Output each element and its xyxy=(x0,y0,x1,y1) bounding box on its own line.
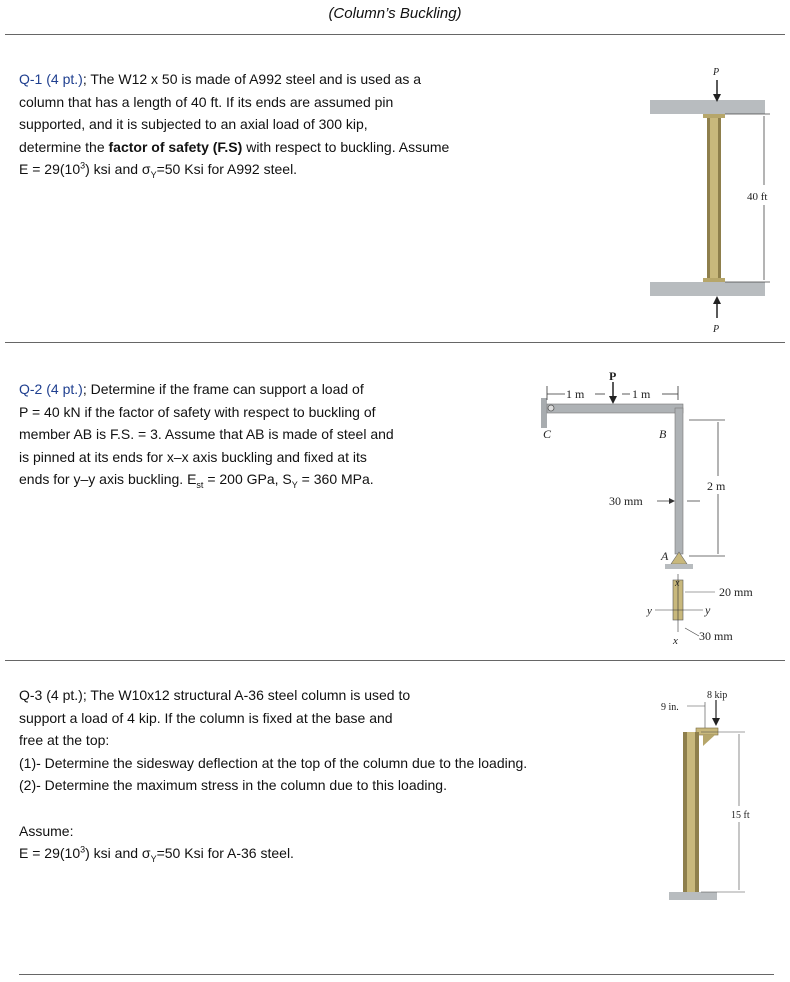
q2-line-2: P = 40 kN if the factor of safety with respect to buckling of xyxy=(19,403,376,420)
q1-label-p-top: P xyxy=(713,67,720,78)
q1-bottom-support xyxy=(650,282,765,296)
q2-points: (4 pt.) xyxy=(46,381,83,397)
q2-id: Q-2 xyxy=(19,381,43,397)
q2-line-3: member AB is F.S. = 3. Assume that AB is made of steel and xyxy=(19,426,394,443)
q2-load-label: P xyxy=(609,369,617,383)
q2-sec-y-right: y xyxy=(705,603,711,617)
top-divider xyxy=(5,34,785,35)
q1-line-2: column that has a length of 40 ft. If its ends are assumed pin xyxy=(19,93,394,110)
q1-top-support xyxy=(650,100,765,114)
q2-width-label: 30 mm xyxy=(609,494,643,508)
q1-emphasis: factor of safety (F.S) xyxy=(108,138,243,155)
q2-dim1-label: 1 m xyxy=(566,387,585,401)
q3-points: (4 pt.) xyxy=(46,687,83,703)
q2-label-a: A xyxy=(661,549,669,563)
q3-load-label: 8 kip xyxy=(707,690,728,701)
q1-figure xyxy=(645,60,785,340)
q1-id: Q-1 xyxy=(19,71,43,87)
page-title: (Column’s Buckling) xyxy=(328,5,462,22)
q3-length-label: 15 ft xyxy=(731,810,750,821)
q1-text xyxy=(19,68,449,181)
q2-sec-x-bottom: x xyxy=(673,635,678,647)
q3-line-2: support a load of 4 kip. If the column is fixed at the base and xyxy=(19,709,393,726)
q3-offset-label: 9 in. xyxy=(661,702,679,713)
q2-beam-cb xyxy=(547,404,683,413)
q3-base xyxy=(669,892,717,900)
bottom-divider xyxy=(19,974,774,975)
q3-figure xyxy=(645,680,785,910)
q2-sec-w-label: 20 mm xyxy=(719,585,753,599)
divider-2 xyxy=(5,660,785,661)
q2-pin-support xyxy=(671,552,687,564)
q1-line-1: ; The W12 x 50 is made of A992 steel and is used as a xyxy=(82,71,422,87)
q2-figure xyxy=(525,360,785,650)
q2-line-1: ; Determine if the frame can support a load of xyxy=(82,381,364,397)
q2-wall xyxy=(541,398,547,428)
q2-member-ab xyxy=(675,408,683,554)
q2-sec-y-left: y xyxy=(647,605,652,617)
q2-text xyxy=(19,378,394,491)
q2-line-4: is pinned at its ends for x–x axis buckling and fixed at its xyxy=(19,448,367,465)
q2-label-c: C xyxy=(543,427,552,441)
q1-line-5: $E = 29(10^3)$ ksi and $\sigma_Y=50$ Ksi for A992 steel. xyxy=(19,160,298,181)
q1-line-4: determine the factor of safety (F.S) with respect to buckling. Assume xyxy=(19,138,450,155)
q1-length-label: 40 ft xyxy=(747,191,768,203)
q2-sec-x-top: x xyxy=(675,578,680,589)
q3-line-3: free at the top: xyxy=(19,732,110,749)
q2-label-b: B xyxy=(659,427,667,441)
q2-sec-h-label: 30 mm xyxy=(699,629,733,643)
q1-line-3: supported, and it is subjected to an axial load of 300 kip, xyxy=(19,116,368,133)
divider-1 xyxy=(5,342,785,343)
q1-points: (4 pt.) xyxy=(46,71,83,87)
q1-label-p-bottom: P xyxy=(713,324,720,335)
q3-bracket xyxy=(696,728,718,735)
q2-line-5: ends for y–y axis buckling. $E_{st} = 200$ GPa, $S_Y = 360$ MPa. xyxy=(19,471,374,491)
q3-assume: Assume: xyxy=(19,822,74,839)
q3-text xyxy=(19,684,527,865)
q3-line-7: $E = 29(10^3)$ ksi and $\sigma_Y=50$ Ksi for A-36 steel. xyxy=(19,844,294,864)
q3-line-1: ; The W10x12 structural A-36 steel column is used to xyxy=(82,687,411,703)
q3-line-5: (2)- Determine the maximum stress in the column due to this loading. xyxy=(19,777,447,794)
q2-height-label: 2 m xyxy=(707,479,726,493)
q3-line-4: (1)- Determine the sidesway deflection at the top of the column due to the loading. xyxy=(19,754,528,771)
q3-id: Q-3 xyxy=(19,687,43,703)
q2-dim2-label: 1 m xyxy=(632,387,651,401)
